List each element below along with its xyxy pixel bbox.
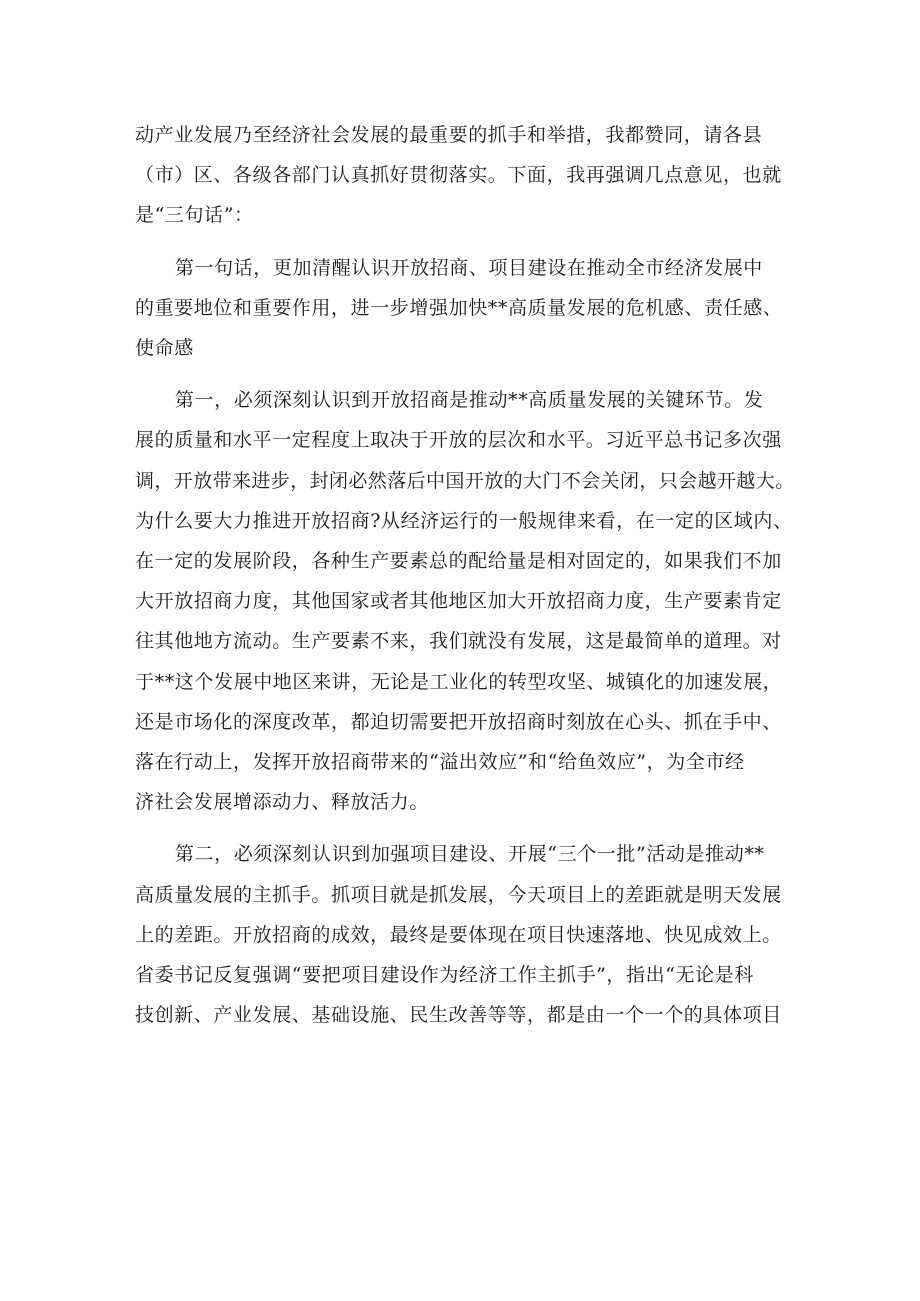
text-line: 第一句话，更加清醒认识开放招商、项目建设在推动全市经济发展中 [174,256,763,279]
paragraph-1 [135,115,795,236]
text-line: 第二，必须深刻认识到加强项目建设、开展“三个一批”活动是推动** [174,843,765,866]
text-line: 省委书记反复强调“要把项目建设作为经济工作主抓手”，指出“无论是科 [135,964,754,987]
text-line: 大开放招商力度，其他国家或者其他地区加大开放招商力度，生产要素肯定 [135,590,782,613]
text-line: 的重要地位和重要作用，进一步增强加快**高质量发展的危机感、责任感、 [135,296,783,319]
text-line: 还是市场化的深度改革，都迫切需要把开放招商时刻放在心头、抓在手中、 [135,710,782,733]
paragraph-3 [135,380,795,822]
text-line: 技创新、产业发展、基础设施、民生改善等等，都是由一个一个的具体项目 [135,1004,782,1027]
text-line: 调，开放带来进步，封闭必然落后中国开放的大门不会关闭，只会越开越大。 [135,469,795,492]
text-line: 为什么要大力推进开放招商?从经济运行的一般规律来看，在一定的区域内、 [135,509,793,532]
text-line: 落在行动上，发挥开放招商带来的“溢出效应”和“给鱼效应”，为全市经 [135,751,745,774]
text-line: 上的差距。开放招商的成效，最终是要体现在项目快速落地、快见成效上。 [135,923,782,946]
text-line: 是“三句话”： [135,204,254,227]
text-line: 使命感 [135,337,194,360]
text-line: （市）区、各级各部门认真抓好贯彻落实。下面，我再强调几点意见，也就 [135,164,782,187]
text-line: 展的质量和水平一定程度上取决于开放的层次和水平。习近平总书记多次强 [135,429,782,452]
paragraph-4 [135,834,795,1035]
text-line: 动产业发展乃至经济社会发展的最重要的抓手和举措，我都赞同，请各县 [135,124,763,146]
text-line: 济社会发展增添动力、释放活力。 [135,791,430,814]
document-body [135,115,795,1035]
text-line: 第一，必须深刻认识到开放招商是推动**高质量发展的关键环节。发 [174,389,764,412]
paragraph-2-heading [135,248,795,369]
text-line: 于**这个发展中地区来讲，无论是工业化的转型攻坚、城镇化的加速发展， [135,670,783,693]
text-line: 高质量发展的主抓手。抓项目就是抓发展，今天项目上的差距就是明天发展 [135,883,782,906]
text-line: 在一定的发展阶段，各种生产要素总的配给量是相对固定的，如果我们不加 [135,550,782,573]
text-line: 往其他地方流动。生产要素不来，我们就没有发展，这是最简单的道理。对 [135,630,782,653]
